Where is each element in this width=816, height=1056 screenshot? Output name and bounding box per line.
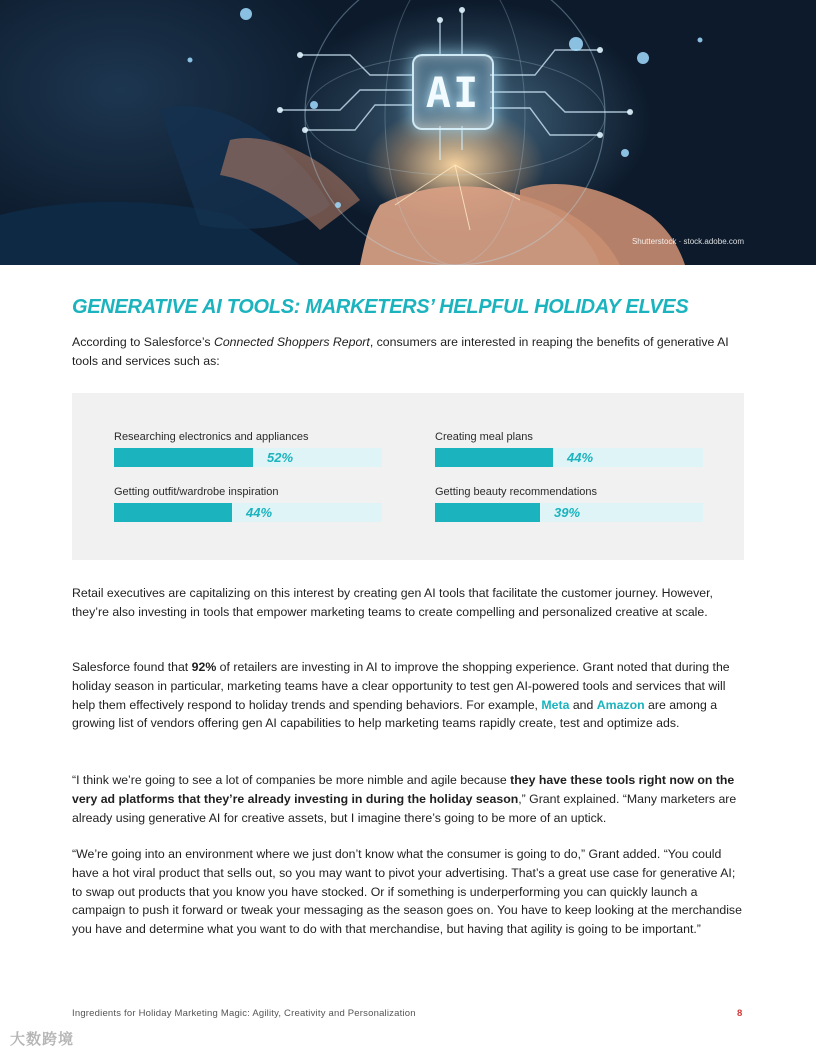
stat-bar-fill (435, 448, 553, 467)
ai-chip-text: AI (425, 67, 481, 117)
stat-label: Getting beauty recommendations (435, 486, 598, 498)
text-span: of retailers are investing in AI to improve the shopping experience. Grant noted that during the holiday season in particular, marketing teams have a clear opportunity to test gen AI-powered tools and services that will help them effectively respond to holiday trends and spending behaviors. For example, (72, 660, 730, 712)
page-number: 8 (737, 1008, 743, 1019)
hero-image (0, 0, 816, 265)
stat-value: 44% (567, 450, 594, 465)
text-span: ,” Grant explained. “Many marketers are already using generative AI for creative assets, but I imagine there’s going to be more of an uptick. (72, 791, 737, 825)
stat-item (114, 431, 382, 467)
stat-value: 39% (554, 505, 581, 520)
stat-item (435, 486, 703, 522)
bold-quote: they have these tools right now on the very ad platforms that they’re already investing in during the holiday season (72, 773, 735, 806)
stat-label: Getting outfit/wardrobe inspiration (114, 486, 279, 498)
stat-label: Creating meal plans (435, 431, 533, 443)
report-title: Connected Shoppers Report (213, 335, 370, 349)
stat-item (114, 486, 382, 522)
paragraph-salesforce-findings (72, 658, 744, 733)
hero-illustration (0, 0, 816, 265)
stat-value: 44% (246, 505, 273, 520)
intro-text-before: According to Salesforce’s (72, 335, 214, 349)
stat-bar-fill (114, 448, 253, 467)
stat-value: 52% (267, 450, 294, 465)
watermark: 大数跨境 (10, 1031, 75, 1048)
stat-bar-track (114, 448, 382, 467)
stat-bar-track (114, 503, 382, 522)
section-heading: GENERATIVE AI TOOLS: MARKETERS’ HELPFUL HOLIDAY ELVES (72, 296, 689, 318)
photo-credit: Shutterstock · stock.adobe.com (631, 237, 744, 246)
paragraph-retail-executives: Retail executives are capitalizing on this interest by creating gen AI tools that facilitate the customer journey. However, they’re also investing in tools that empower marketing teams to create compelling and personalized creative at scale. (72, 586, 713, 619)
text-span: are among a growing list of vendors offering gen AI capabilities to help marketing teams rapidly create, test and optimize ads. (72, 697, 718, 731)
text-span: Salesforce found that (72, 660, 192, 674)
text-span: “I think we’re going to see a lot of companies be more nimble and agile because (72, 773, 511, 787)
stat-bar-fill (435, 503, 540, 522)
text-span: and (569, 697, 597, 712)
intro-paragraph (72, 333, 744, 371)
intro-text-after: , consumers are interested in reaping the benefits of generative AI tools and services such as: (72, 335, 729, 368)
ai-chip-graphic (412, 54, 494, 130)
footer-title: Ingredients for Holiday Marketing Magic: Agility, Creativity and Personalization (72, 1008, 416, 1019)
stat-bar-track (435, 448, 703, 467)
meta-link[interactable]: Meta (541, 697, 570, 712)
stat-highlight: 92% (191, 660, 217, 674)
amazon-link[interactable]: Amazon (596, 697, 645, 712)
stat-bar-fill (114, 503, 232, 522)
stat-item (435, 431, 703, 467)
stat-label: Researching electronics and appliances (114, 431, 309, 443)
paragraph-grant-quote-2: “We’re going into an environment where we just don’t know what the consumer is going to do,” Grant added. “You could have a hot viral product that sells out, so you may want to pivot your advertising. That’s a great use case for generative AI; to swap out products that you know you have stocked. Or if something is underperforming you can quickly launch a campaign to push it forward or tweak your messaging as the season goes on. You have to keep looking at the merchandise you have and determine what you want to do with that merchandise, but having that agility is going to be important.” (72, 847, 742, 937)
stat-bar-track (435, 503, 703, 522)
paragraph-grant-quote-1 (72, 771, 744, 827)
stats-panel (72, 393, 744, 560)
